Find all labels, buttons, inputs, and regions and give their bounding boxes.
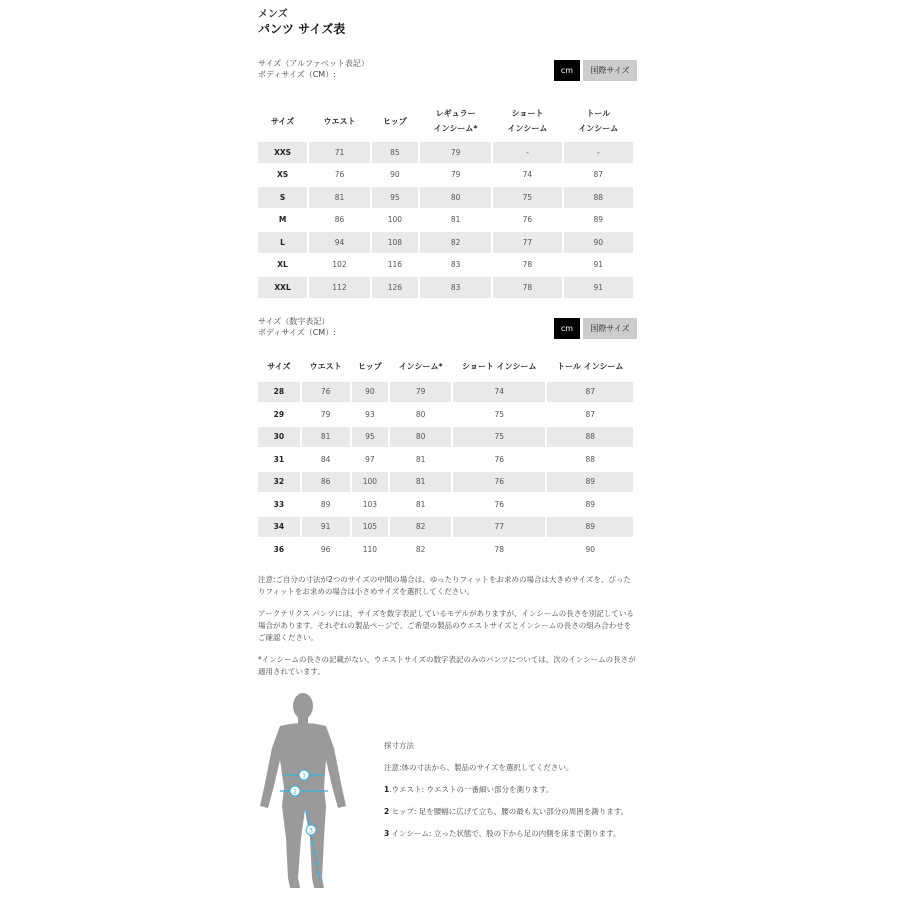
table-row bbox=[258, 427, 633, 448]
col-header-hip: ヒップ bbox=[358, 362, 382, 371]
table-row bbox=[258, 277, 633, 298]
col-header-tall-inseam: トール インシーム bbox=[578, 109, 619, 133]
col-header-inseam: インシーム* bbox=[398, 362, 443, 371]
alpha-size-label: サイズ（アルファベット表記） bbox=[258, 59, 369, 68]
size-cell: M bbox=[278, 215, 287, 225]
value-cell: 79 bbox=[420, 142, 491, 163]
size-chart-page bbox=[258, 8, 637, 908]
size-cell: 29 bbox=[273, 409, 285, 419]
col-header-short-inseam: ショート インシーム bbox=[462, 362, 537, 371]
size-cell: XXS bbox=[258, 142, 307, 163]
value-cell: 89 bbox=[547, 517, 633, 538]
value-cell: 76 bbox=[334, 170, 345, 180]
value-cell: 91 bbox=[564, 277, 633, 298]
value-cell: 88 bbox=[564, 187, 633, 208]
table-row bbox=[258, 517, 633, 538]
col-header-tall-inseam: トール インシーム bbox=[557, 362, 624, 371]
value-cell: 103 bbox=[362, 499, 378, 509]
size-cell: XL bbox=[277, 260, 288, 270]
value-cell: 89 bbox=[593, 215, 604, 225]
table-row bbox=[258, 255, 633, 276]
value-cell: - bbox=[564, 142, 633, 163]
value-cell: 89 bbox=[320, 499, 331, 509]
value-cell: 82 bbox=[390, 517, 451, 538]
marker-1 bbox=[299, 770, 309, 780]
value-cell: 84 bbox=[320, 454, 331, 464]
value-cell: 91 bbox=[593, 260, 604, 270]
table-header-row bbox=[258, 354, 633, 380]
note-paragraph: *インシームの長さの記載がない、ウエストサイズの数字表記のみのパンツについては、次のインシームの長さが適用されています。 bbox=[258, 654, 636, 676]
category-label: メンズ bbox=[258, 9, 288, 20]
cm-button[interactable]: cm bbox=[554, 318, 580, 339]
value-cell: 91 bbox=[302, 517, 350, 538]
value-cell: 81 bbox=[302, 427, 350, 448]
value-cell: 80 bbox=[390, 427, 451, 448]
value-cell: 95 bbox=[372, 187, 418, 208]
value-cell: 71 bbox=[309, 142, 370, 163]
unit-toggle bbox=[554, 60, 637, 81]
value-cell: 81 bbox=[309, 187, 370, 208]
value-cell: 126 bbox=[372, 277, 418, 298]
size-cell: 30 bbox=[258, 427, 300, 448]
value-cell: 76 bbox=[453, 472, 545, 493]
value-cell: 112 bbox=[309, 277, 370, 298]
value-cell: 76 bbox=[302, 382, 350, 403]
numeric-body-size-label: ボディサイズ（CM）: bbox=[258, 327, 336, 337]
cm-button[interactable]: cm bbox=[554, 60, 580, 81]
value-cell: 89 bbox=[547, 472, 633, 493]
value-cell: 105 bbox=[352, 517, 389, 538]
size-cell: 28 bbox=[258, 382, 300, 403]
numeric-size-label: サイズ（数字表記） bbox=[258, 316, 330, 326]
value-cell: 90 bbox=[390, 170, 400, 180]
col-header-waist: ウエスト bbox=[323, 116, 356, 126]
value-cell: 90 bbox=[352, 382, 389, 403]
value-cell: 79 bbox=[450, 170, 461, 180]
svg-text:3: 3 bbox=[309, 827, 313, 834]
value-cell: 97 bbox=[365, 454, 375, 464]
table-row bbox=[258, 210, 633, 231]
size-cell: S bbox=[258, 187, 307, 208]
size-cell: XS bbox=[276, 170, 289, 180]
value-cell: 116 bbox=[387, 260, 403, 270]
size-cell: XXL bbox=[258, 277, 307, 298]
alpha-body-size-label: ボディサイズ（CM）: bbox=[258, 70, 336, 79]
value-cell: 87 bbox=[593, 170, 604, 180]
table-row bbox=[258, 539, 633, 560]
svg-text:1: 1 bbox=[302, 772, 306, 779]
size-cell: 36 bbox=[273, 544, 285, 554]
col-header-waist: ウエスト bbox=[309, 362, 342, 371]
value-cell: 74 bbox=[522, 170, 533, 180]
marker-2 bbox=[290, 786, 300, 796]
intl-size-button[interactable]: 国際サイズ bbox=[583, 60, 637, 81]
table-row bbox=[258, 382, 633, 403]
value-cell: 88 bbox=[585, 454, 595, 464]
value-cell: 76 bbox=[494, 499, 504, 509]
value-cell: 77 bbox=[453, 517, 545, 538]
table-row bbox=[258, 232, 633, 253]
value-cell: 74 bbox=[453, 382, 545, 403]
note-paragraph: 注意:ご自分の寸法が2つのサイズの中間の場合は、ゆったりフィットをお求めの場合は大きめサイズを、ぴったりフィットをお求めの場合は小さめサイズを選択してください。 bbox=[258, 574, 631, 596]
value-cell: 77 bbox=[493, 232, 561, 253]
size-cell: 34 bbox=[258, 517, 300, 538]
value-cell: 90 bbox=[564, 232, 633, 253]
unit-toggle bbox=[554, 318, 637, 339]
col-header-hip: ヒップ bbox=[383, 116, 407, 126]
notes bbox=[258, 574, 637, 678]
value-cell: 82 bbox=[420, 232, 491, 253]
table-row bbox=[258, 494, 633, 515]
value-cell: 82 bbox=[415, 544, 426, 554]
value-cell: 75 bbox=[494, 409, 504, 419]
alpha-section-header bbox=[258, 58, 637, 86]
value-cell: 110 bbox=[362, 544, 378, 554]
marker-3 bbox=[306, 825, 316, 835]
alpha-size-table bbox=[256, 100, 635, 300]
table-row bbox=[258, 187, 633, 208]
value-cell: 100 bbox=[352, 472, 389, 493]
size-cell: 32 bbox=[258, 472, 300, 493]
value-cell: 75 bbox=[453, 427, 545, 448]
guide-title: 採寸方法 bbox=[384, 740, 414, 750]
value-cell: 86 bbox=[302, 472, 350, 493]
value-cell: 81 bbox=[390, 472, 451, 493]
svg-text:2: 2 bbox=[293, 788, 297, 795]
page-title: パンツ サイズ表 bbox=[258, 22, 346, 36]
guide-note: 注意:体の寸法から、製品のサイズを選択してください。 bbox=[384, 762, 574, 772]
value-cell: 83 bbox=[450, 260, 461, 270]
table-row bbox=[258, 404, 633, 425]
value-cell: 83 bbox=[420, 277, 491, 298]
col-header-short-inseam: ショート インシーム bbox=[507, 109, 548, 133]
value-cell: - bbox=[493, 142, 561, 163]
note-paragraph: アークテリクス パンツには、サイズを数字表記しているモデルがありますが、インシームの長さを別記している場合があります。それぞれの製品ページで、ご希望の製品のウエストサイズとインシームの長さの組み合わせをご確認ください。 bbox=[258, 608, 634, 642]
value-cell: 87 bbox=[585, 409, 595, 419]
table-header-row bbox=[258, 102, 633, 140]
size-cell: L bbox=[258, 232, 307, 253]
table-row bbox=[258, 142, 633, 163]
value-cell: 75 bbox=[493, 187, 561, 208]
value-cell: 94 bbox=[309, 232, 370, 253]
table-row bbox=[258, 472, 633, 493]
value-cell: 88 bbox=[547, 427, 633, 448]
col-header-size: サイズ bbox=[267, 362, 291, 371]
value-cell: 81 bbox=[415, 454, 426, 464]
value-cell: 81 bbox=[450, 215, 461, 225]
value-cell: 85 bbox=[372, 142, 418, 163]
measurement-section bbox=[258, 688, 637, 908]
value-cell: 78 bbox=[494, 544, 504, 554]
value-cell: 79 bbox=[390, 382, 451, 403]
col-header-regular-inseam: レギュラー インシーム* bbox=[433, 109, 478, 133]
value-cell: 96 bbox=[320, 544, 331, 554]
value-cell: 87 bbox=[547, 382, 633, 403]
table-row bbox=[258, 165, 633, 186]
value-cell: 102 bbox=[332, 260, 347, 270]
value-cell: 90 bbox=[585, 544, 595, 554]
value-cell: 78 bbox=[493, 277, 561, 298]
value-cell: 81 bbox=[415, 499, 426, 509]
value-cell: 89 bbox=[585, 499, 595, 509]
value-cell: 100 bbox=[387, 215, 403, 225]
value-cell: 95 bbox=[352, 427, 389, 448]
value-cell: 79 bbox=[320, 409, 331, 419]
intl-size-button[interactable]: 国際サイズ bbox=[583, 318, 637, 339]
guide-item-waist: 1.ウエスト: ウエストの一番細い部分を測ります。 bbox=[384, 784, 554, 794]
guide-item-inseam: 3 インシーム: 立った状態で、股の下から足の内側を床まで測ります。 bbox=[384, 828, 621, 838]
table-row bbox=[258, 449, 633, 470]
value-cell: 93 bbox=[365, 409, 375, 419]
value-cell: 108 bbox=[372, 232, 418, 253]
numeric-size-table bbox=[256, 352, 635, 562]
size-cell: 33 bbox=[273, 499, 285, 509]
value-cell: 76 bbox=[522, 215, 533, 225]
value-cell: 86 bbox=[334, 215, 345, 225]
col-header-size: サイズ bbox=[270, 116, 295, 126]
value-cell: 76 bbox=[494, 454, 504, 464]
value-cell: 80 bbox=[415, 409, 426, 419]
body-figure-illustration bbox=[258, 688, 358, 903]
guide-item-hip: 2 ヒップ: 足を腰幅に広げて立ち、腰の最も太い部分の周囲を測ります。 bbox=[384, 806, 629, 816]
value-cell: 80 bbox=[420, 187, 491, 208]
size-cell: 31 bbox=[273, 454, 285, 464]
measurement-guide bbox=[384, 741, 644, 851]
value-cell: 78 bbox=[522, 260, 533, 270]
numeric-section-header bbox=[258, 316, 637, 344]
